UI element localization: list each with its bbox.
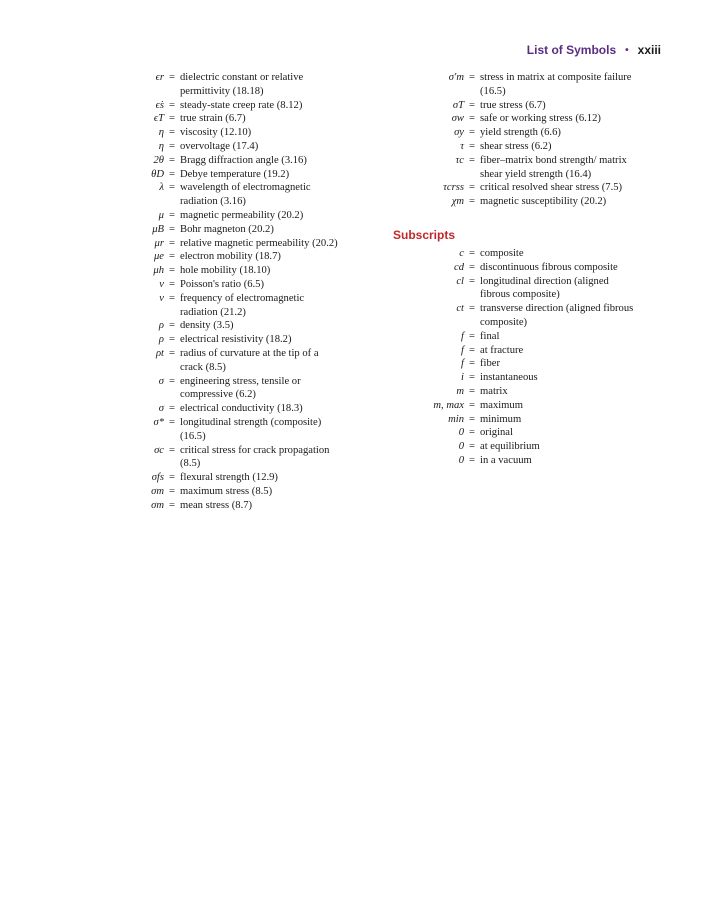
symbol: ν — [159, 292, 164, 304]
symbol: 0 — [458, 441, 464, 453]
symbol-entry — [104, 168, 338, 182]
symbol: ρ — [158, 320, 164, 332]
definition: density (3.5) — [180, 320, 234, 332]
symbol-entry — [104, 99, 338, 113]
symbol: τc — [455, 154, 464, 166]
equals-sign: = — [469, 182, 475, 194]
definition: true strain (6.7) — [180, 113, 246, 125]
symbol: 0 — [458, 427, 464, 439]
equals-sign: = — [169, 472, 175, 484]
symbol-entry — [104, 126, 338, 140]
symbol-entry — [104, 292, 338, 320]
symbol-entry — [402, 440, 638, 454]
symbol: σ′m — [448, 72, 464, 83]
equals-sign: = — [469, 372, 475, 384]
equals-sign: = — [469, 275, 475, 287]
symbol: i — [461, 372, 464, 384]
definition: longitudinal strength (composite) (16.5) — [180, 416, 322, 442]
equals-sign: = — [469, 358, 475, 370]
definition: Bragg diffraction angle (3.16) — [180, 154, 307, 166]
symbol: f — [461, 358, 464, 370]
equals-sign: = — [169, 375, 175, 387]
symbol-entry — [402, 126, 638, 140]
symbol-entry — [104, 140, 338, 154]
equals-sign: = — [469, 385, 475, 397]
equals-sign: = — [469, 330, 475, 342]
symbol-entry — [402, 275, 638, 303]
symbol: ϵT — [153, 113, 164, 125]
definition: discontinuous fibrous composite — [480, 261, 618, 273]
equals-sign: = — [169, 154, 175, 166]
header-title: List of Symbols — [526, 43, 617, 57]
symbol: c — [459, 247, 464, 259]
equals-sign: = — [469, 399, 475, 411]
symbol-entry — [104, 333, 338, 347]
definition: hole mobility (18.10) — [180, 265, 271, 277]
definition: shear stress (6.2) — [480, 140, 552, 152]
equals-sign: = — [169, 334, 175, 346]
equals-sign: = — [169, 416, 175, 428]
symbol-entry — [402, 413, 638, 427]
symbol-entry — [104, 154, 338, 168]
symbol: 0 — [458, 454, 464, 466]
definition: composite — [480, 247, 524, 259]
symbol-entry — [402, 454, 638, 468]
symbol: f — [461, 344, 464, 356]
header-separator-bullet: • — [625, 44, 629, 56]
symbol: μB — [152, 223, 164, 235]
definition: longitudinal direction (aligned fibrous composite) — [480, 275, 609, 301]
definition: maximum — [480, 399, 523, 411]
definition: critical resolved shear stress (7.5) — [480, 182, 623, 194]
symbol: m — [456, 385, 464, 397]
symbol: η — [158, 140, 164, 152]
equals-sign: = — [169, 72, 175, 83]
symbol-entry — [104, 347, 338, 375]
definition: at fracture — [480, 344, 524, 356]
symbol: 2θ — [153, 154, 164, 166]
equals-sign: = — [169, 292, 175, 304]
symbol-entry — [402, 399, 638, 413]
symbol-entry — [104, 278, 338, 292]
symbol: σ — [158, 403, 164, 415]
equals-sign: = — [169, 499, 175, 511]
definition: original — [480, 427, 513, 439]
symbol-entry — [104, 416, 338, 444]
symbol-entry — [402, 195, 638, 209]
symbol-entry — [402, 302, 638, 330]
equals-sign: = — [169, 265, 175, 277]
symbol: σT — [452, 99, 464, 111]
symbol-entry — [402, 154, 638, 182]
symbol: μ — [158, 209, 164, 221]
definition: engineering stress, tensile or compressive (6.2) — [180, 375, 301, 401]
right-symbol-column — [393, 71, 638, 468]
symbol: μh — [153, 265, 164, 277]
symbol: τcrss — [443, 182, 464, 194]
symbol: μr — [154, 237, 164, 249]
symbol-entry — [402, 99, 638, 113]
symbol-entry — [104, 402, 338, 416]
equals-sign: = — [169, 99, 175, 111]
equals-sign: = — [169, 237, 175, 249]
equals-sign: = — [469, 196, 475, 208]
definition: frequency of electromagnetic radiation (21.2) — [180, 292, 305, 318]
symbol-entry — [402, 344, 638, 358]
equals-sign: = — [169, 485, 175, 497]
symbol: τ — [460, 140, 464, 152]
symbol-entry — [104, 264, 338, 278]
definition: magnetic permeability (20.2) — [180, 209, 304, 221]
equals-sign: = — [469, 140, 475, 152]
symbol: ϵr — [155, 72, 164, 83]
equals-sign: = — [469, 127, 475, 139]
definition: Debye temperature (19.2) — [180, 168, 290, 180]
symbol: σc — [154, 444, 164, 456]
definition: electron mobility (18.7) — [180, 251, 281, 263]
symbol: ct — [456, 303, 464, 315]
definition: fiber — [480, 358, 500, 370]
definition: instantaneous — [480, 372, 538, 384]
symbol-entry — [104, 71, 338, 99]
symbol-entry — [104, 237, 338, 251]
symbol-entry — [402, 140, 638, 154]
symbol-entry — [402, 330, 638, 344]
symbol: ϵ̇s — [155, 99, 164, 111]
symbol: σw — [451, 113, 464, 125]
symbol-entry — [402, 112, 638, 126]
symbol-entry — [104, 250, 338, 264]
symbol: σ — [158, 375, 164, 387]
definition: steady-state creep rate (8.12) — [180, 99, 303, 111]
definition: true stress (6.7) — [480, 99, 546, 111]
equals-sign: = — [169, 209, 175, 221]
definition: minimum — [480, 413, 522, 425]
symbol-entry — [402, 71, 638, 99]
symbol: cd — [454, 261, 464, 273]
equals-sign: = — [469, 413, 475, 425]
equals-sign: = — [169, 223, 175, 235]
symbol-entry — [104, 319, 338, 333]
symbol-entry — [402, 426, 638, 440]
symbol: m, max — [433, 399, 464, 411]
symbol: χm — [451, 196, 464, 208]
symbol-entry — [402, 247, 638, 261]
equals-sign: = — [169, 403, 175, 415]
symbol-entry — [104, 375, 338, 403]
definition: critical stress for crack propagation (8.5) — [180, 444, 330, 470]
definition: at equilibrium — [480, 441, 540, 453]
definition: fiber–matrix bond strength/ matrix shear yield strength (16.4) — [480, 154, 627, 180]
symbol-entry — [402, 181, 638, 195]
definition: maximum stress (8.5) — [180, 485, 273, 497]
equals-sign: = — [469, 441, 475, 453]
symbol: ρt — [155, 347, 164, 359]
symbol: ν — [159, 278, 164, 290]
left-symbol-column — [104, 71, 338, 513]
equals-sign: = — [469, 344, 475, 356]
page-number: xxiii — [637, 43, 661, 57]
symbol: η — [158, 127, 164, 139]
symbol-entry — [402, 357, 638, 371]
equals-sign: = — [169, 127, 175, 139]
symbol: μe — [153, 251, 164, 263]
subscripts-list — [402, 247, 638, 468]
definition: electrical conductivity (18.3) — [180, 403, 303, 415]
definition: Poisson's ratio (6.5) — [180, 278, 265, 290]
equals-sign: = — [469, 99, 475, 111]
symbol-entry — [104, 181, 338, 209]
equals-sign: = — [469, 454, 475, 466]
definition: overvoltage (17.4) — [180, 140, 259, 152]
definition: wavelength of electromagnetic radiation (3.16) — [180, 182, 311, 208]
equals-sign: = — [469, 261, 475, 273]
definition: flexural strength (12.9) — [180, 472, 278, 484]
symbol: σ* — [153, 416, 164, 428]
symbol: ρ — [158, 334, 164, 346]
equals-sign: = — [169, 251, 175, 263]
equals-sign: = — [169, 182, 175, 194]
definition: in a vacuum — [480, 454, 532, 466]
definition: magnetic susceptibility (20.2) — [480, 196, 607, 208]
symbol: σfs — [151, 472, 164, 484]
definition: transverse direction (aligned fibrous composite) — [480, 303, 634, 328]
symbol: σm — [151, 499, 164, 511]
equals-sign: = — [169, 113, 175, 125]
definition: final — [480, 330, 500, 342]
definition: Bohr magneton (20.2) — [180, 223, 274, 235]
definition: viscosity (12.10) — [180, 127, 252, 139]
equals-sign: = — [169, 320, 175, 332]
definition: safe or working stress (6.12) — [480, 113, 601, 125]
equals-sign: = — [469, 427, 475, 439]
symbol-entry — [104, 471, 338, 485]
symbol-entry — [402, 385, 638, 399]
equals-sign: = — [169, 444, 175, 456]
definition: dielectric constant or relative permittivity (18.18) — [180, 72, 304, 97]
subscripts-heading: Subscripts — [393, 227, 456, 242]
symbol-entry — [104, 223, 338, 237]
right-symbol-list — [402, 71, 638, 209]
running-header — [527, 42, 661, 58]
symbol-entry — [104, 209, 338, 223]
symbol-entry — [104, 499, 338, 513]
symbol: cl — [456, 275, 464, 287]
symbol: λ — [159, 182, 164, 194]
symbol: θD — [151, 168, 164, 180]
equals-sign: = — [169, 347, 175, 359]
equals-sign: = — [469, 247, 475, 259]
definition: radius of curvature at the tip of a crack (8.5) — [180, 347, 319, 373]
equals-sign: = — [469, 303, 475, 315]
symbol-entry — [402, 371, 638, 385]
equals-sign: = — [469, 154, 475, 166]
definition: mean stress (8.7) — [180, 499, 253, 511]
symbol: min — [448, 413, 464, 425]
symbol: f — [461, 330, 464, 342]
definition: relative magnetic permeability (20.2) — [180, 237, 338, 249]
symbol-entry — [104, 485, 338, 499]
equals-sign: = — [169, 278, 175, 290]
equals-sign: = — [469, 72, 475, 83]
definition: stress in matrix at composite failure (16.5) — [480, 72, 632, 97]
equals-sign: = — [469, 113, 475, 125]
symbol-entry — [104, 444, 338, 472]
symbol: σm — [151, 485, 164, 497]
symbol-entry — [104, 112, 338, 126]
definition: matrix — [480, 385, 508, 397]
symbol: σy — [454, 127, 464, 139]
definition: yield strength (6.6) — [480, 127, 561, 139]
equals-sign: = — [169, 140, 175, 152]
definition: electrical resistivity (18.2) — [180, 334, 292, 346]
equals-sign: = — [169, 168, 175, 180]
symbol-entry — [402, 261, 638, 275]
